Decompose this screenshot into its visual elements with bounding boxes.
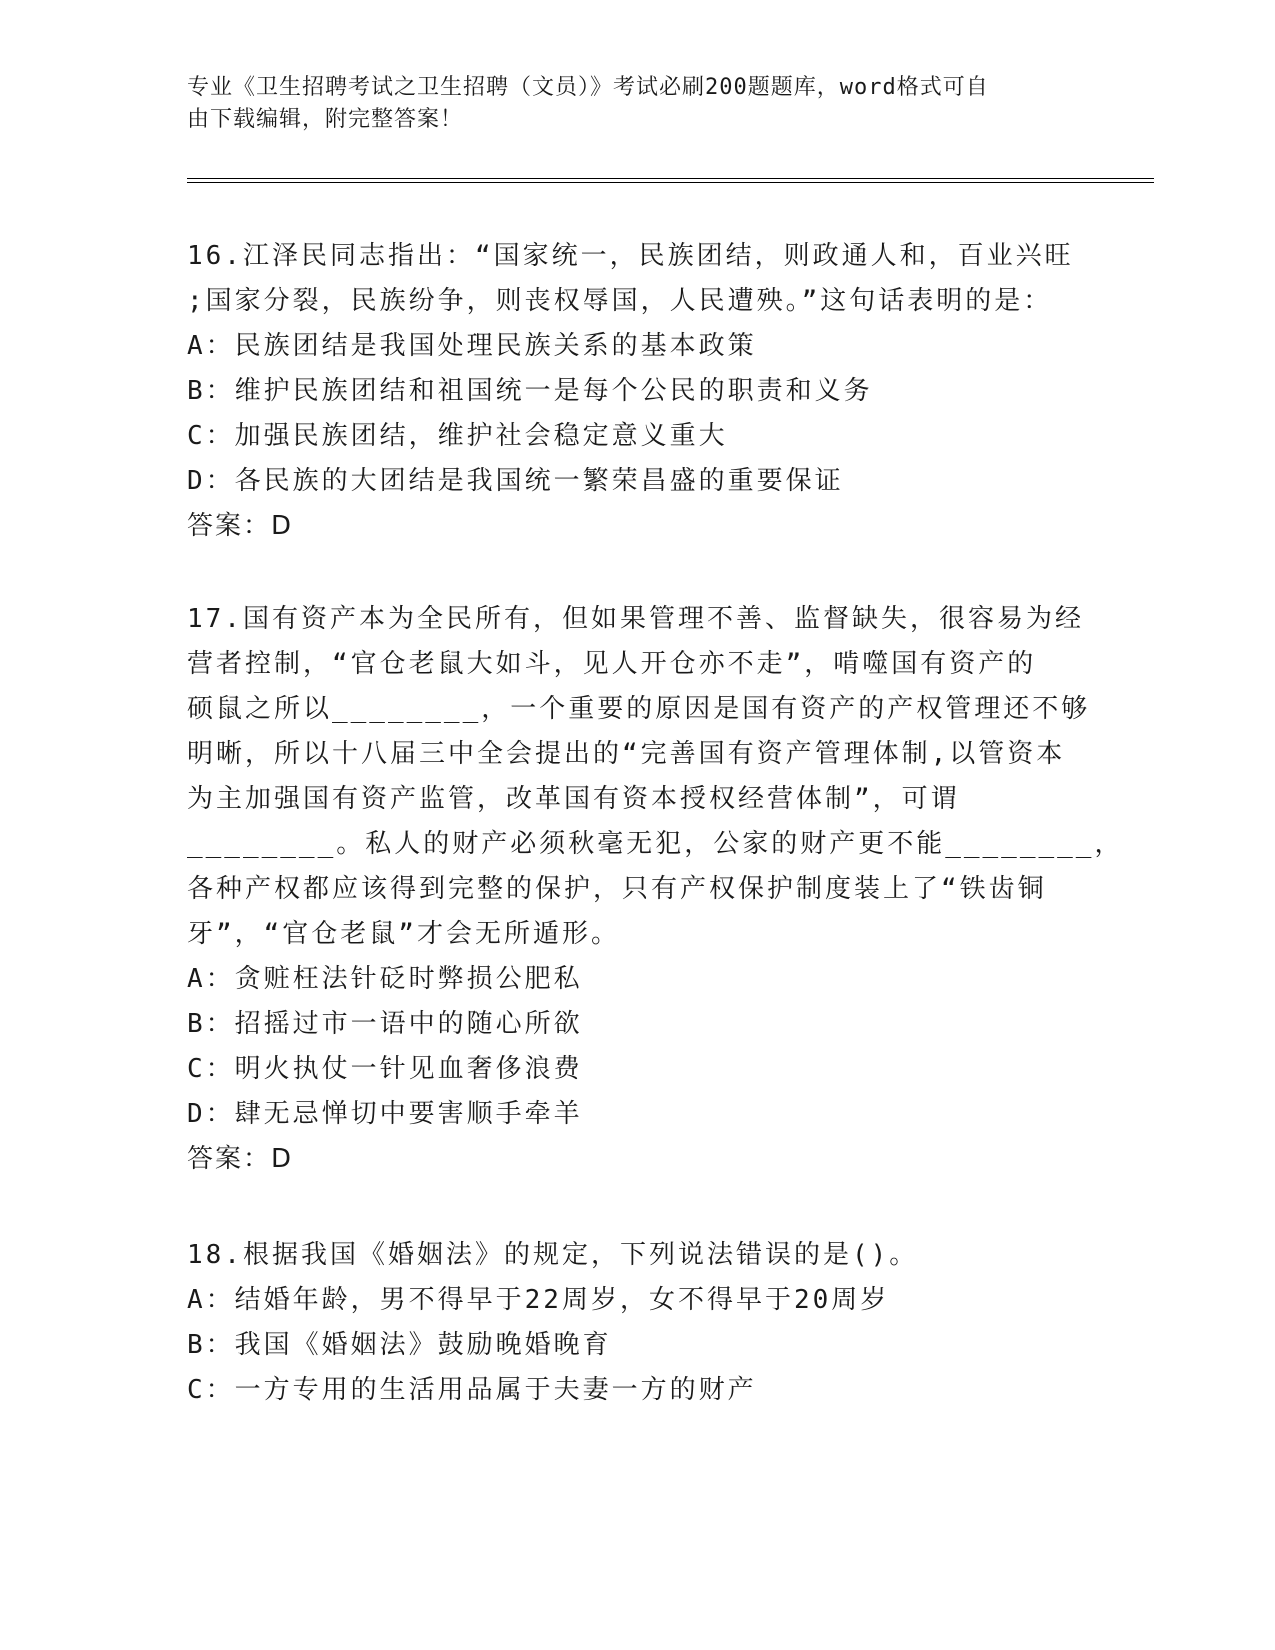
header-line-2: 由下载编辑，附完整答案！ [187, 107, 464, 132]
question-17-option-a: A：贪赃枉法针砭时弊损公肥私 [187, 964, 583, 994]
header-divider-top [187, 178, 1154, 179]
question-18-option-a: A：结婚年龄，男不得早于22周岁，女不得早于20周岁 [187, 1285, 890, 1315]
question-16-stem-line-1: 16.江泽民同志指出：“国家统一，民族团结，则政通人和，百业兴旺 [187, 241, 1074, 271]
question-17-stem-line-7: 各种产权都应该得到完整的保护，只有产权保护制度装上了“铁齿铜 [187, 874, 1047, 904]
question-18-option-c: C：一方专用的生活用品属于夫妻一方的财产 [187, 1375, 757, 1405]
question-16-answer: 答案：D [187, 511, 294, 541]
header-line-1: 专业《卫生招聘考试之卫生招聘（文员）》考试必刷200题题库，word格式可自 [187, 75, 989, 100]
question-17-option-d: D：肆无忌惮切中要害顺手牵羊 [187, 1099, 583, 1129]
question-17-stem-line-6: ________。私人的财产必须秋毫无犯，公家的财产更不能________， [187, 829, 1124, 859]
question-17-stem-line-2: 营者控制，“官仓老鼠大如斗，见人开仓亦不走”，啃噬国有资产的 [187, 649, 1037, 679]
question-17-stem-line-8: 牙”，“官仓老鼠”才会无所遁形。 [187, 919, 620, 949]
question-17-stem-line-1: 17.国有资产本为全民所有，但如果管理不善、监督缺失，很容易为经 [187, 604, 1084, 634]
question-18 [187, 1233, 1087, 1413]
question-18-stem-line-1: 18.根据我国《婚姻法》的规定，下列说法错误的是()。 [187, 1240, 919, 1270]
question-16-option-c: C：加强民族团结，维护社会稳定意义重大 [187, 421, 728, 451]
header-divider-bottom [187, 182, 1154, 183]
document-header [187, 72, 1087, 136]
question-16-option-b: B：维护民族团结和祖国统一是每个公民的职责和义务 [187, 376, 873, 406]
question-17 [187, 597, 1124, 1182]
question-17-option-c: C：明火执仗一针见血奢侈浪费 [187, 1054, 583, 1084]
question-18-option-b: B：我国《婚姻法》鼓励晚婚晚育 [187, 1330, 612, 1360]
question-17-stem-line-5: 为主加强国有资产监管，改革国有资本授权经营体制”，可谓 [187, 784, 960, 814]
question-16-option-d: D：各民族的大团结是我国统一繁荣昌盛的重要保证 [187, 466, 844, 496]
question-16 [187, 234, 1087, 549]
question-17-stem-line-3: 硕鼠之所以________，一个重要的原因是国有资产的产权管理还不够 [187, 694, 1091, 724]
question-16-option-a: A：民族团结是我国处理民族关系的基本政策 [187, 331, 757, 361]
question-17-answer: 答案：D [187, 1144, 294, 1174]
question-16-stem-line-2: ;国家分裂，民族纷争，则丧权辱国，人民遭殃。”这句话表明的是： [187, 286, 1053, 316]
question-17-option-b: B：招摇过市一语中的随心所欲 [187, 1009, 583, 1039]
question-17-stem-line-4: 明晰，所以十八届三中全会提出的“完善国有资产管理体制,以管资本 [187, 739, 1066, 769]
